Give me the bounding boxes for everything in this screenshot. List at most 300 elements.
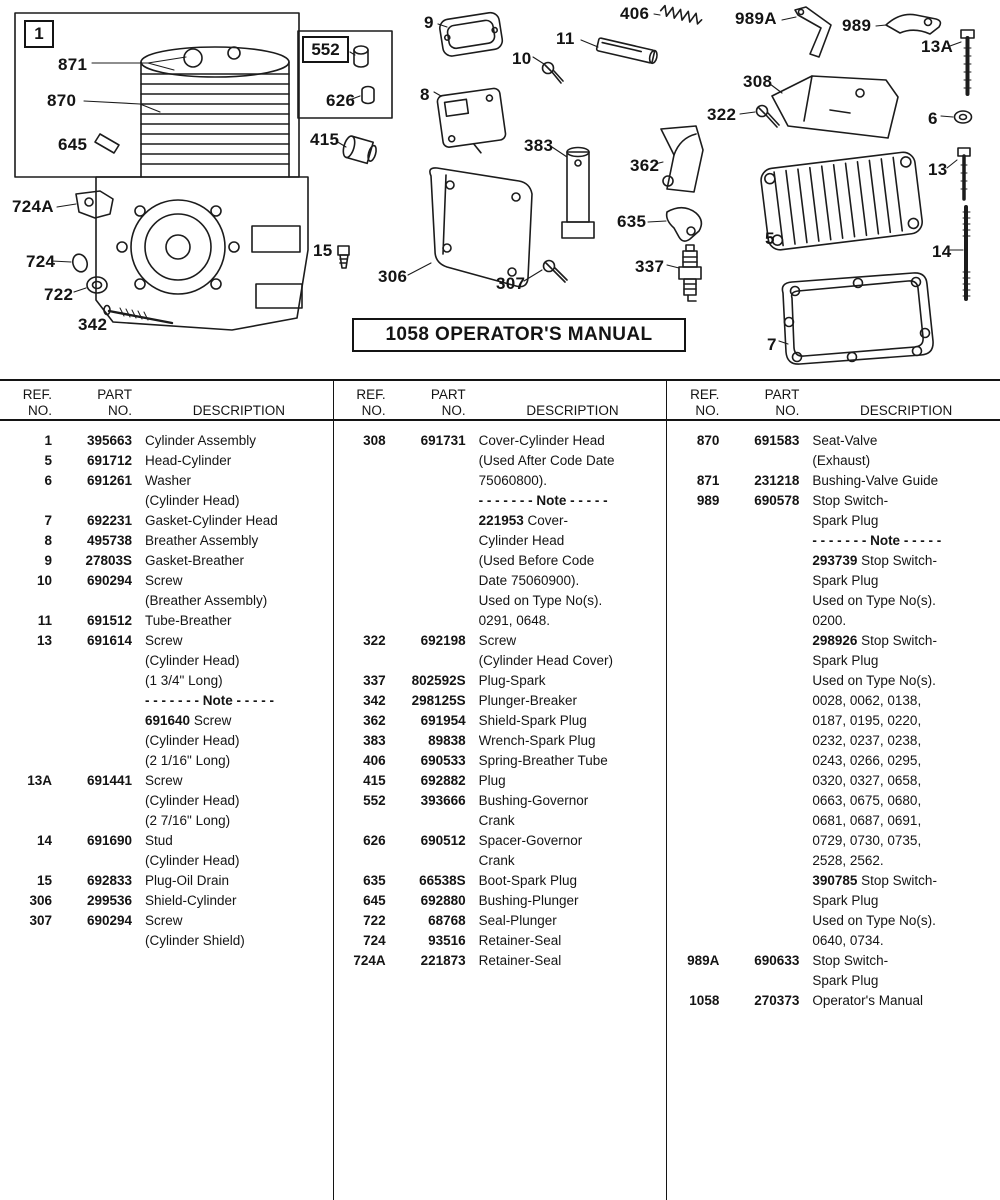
ref-no-cell: [667, 791, 719, 811]
table-row: [334, 591, 667, 611]
ref-no-cell: [0, 751, 52, 771]
callout-322: 322: [707, 105, 737, 124]
description-cell: Screw: [145, 633, 183, 648]
description-cell: 2528, 2562.: [812, 853, 884, 868]
ref-no-cell: [667, 671, 719, 691]
ref-no-cell: 415: [363, 773, 386, 788]
description-cell: 0187, 0195, 0220,: [812, 713, 922, 728]
ref-no-cell: [667, 611, 719, 631]
description-cell: Used on Type No(s).: [478, 593, 603, 608]
table-row: [334, 711, 667, 731]
description-cell: (1 3/4" Long): [145, 673, 223, 688]
parts-column-2: [333, 381, 667, 1200]
description-cell: Cylinder Assembly: [145, 433, 257, 448]
ref-no-cell: 7: [44, 513, 52, 528]
parts-column-3: [666, 381, 1000, 1200]
ref-no-cell: [334, 811, 386, 831]
ref-no-cell: [0, 691, 52, 711]
description-cell: Operator's Manual: [812, 993, 923, 1008]
description-cell: - - - - - - - Note - - - - -: [812, 533, 942, 548]
description-cell: 0291, 0648.: [478, 613, 550, 628]
ref-no-cell: 13: [36, 633, 52, 648]
description-cell: Crank: [478, 813, 515, 828]
table-row: [667, 551, 1000, 571]
description-cell: (Cylinder Head): [145, 853, 240, 868]
table-row: [667, 831, 1000, 851]
callout-6: 6: [928, 109, 938, 128]
table-row: [0, 531, 333, 551]
description-cell: 298926 Stop Switch-: [812, 633, 937, 648]
description-cell: Bushing-Plunger: [478, 893, 579, 908]
description-cell: - - - - - - - Note - - - - -: [478, 493, 608, 508]
part-no-cell: [719, 711, 799, 731]
description-cell: 691640 Screw: [145, 713, 232, 728]
header-part-no: NO.: [441, 403, 466, 418]
table-row: [334, 951, 667, 971]
description-cell: 390785 Stop Switch-: [812, 873, 937, 888]
table-row: [0, 831, 333, 851]
table-row: [667, 531, 1000, 551]
description-cell: Shield-Spark Plug: [478, 713, 587, 728]
part-no-cell: 690633: [754, 953, 800, 968]
part-no-cell: 690533: [420, 753, 466, 768]
part-no-cell: 691731: [420, 433, 466, 448]
part-no-cell: 66538S: [419, 873, 466, 888]
ref-no-cell: 10: [36, 573, 52, 588]
ref-no-cell: 322: [363, 633, 386, 648]
part-no-cell: [386, 471, 466, 491]
part-no-cell: [719, 731, 799, 751]
ref-no-cell: 15: [36, 873, 52, 888]
callout-626: 626: [326, 91, 356, 110]
description-cell: (Cylinder Shield): [145, 933, 245, 948]
callout-5: 5: [765, 229, 775, 248]
table-row: [334, 931, 667, 951]
callout-7: 7: [767, 335, 777, 354]
header-part-no: NO.: [107, 403, 132, 418]
table-row: [334, 451, 667, 471]
description-cell: Spark Plug: [812, 573, 879, 588]
cylinder-assembly-drawing: [96, 47, 308, 330]
table-row: [0, 851, 333, 871]
ref-no-cell: [667, 771, 719, 791]
ref-no-cell: 342: [363, 693, 386, 708]
callout-724A: 724A: [12, 197, 54, 216]
description-cell: 0320, 0327, 0658,: [812, 773, 922, 788]
part-no-cell: [386, 491, 466, 511]
part-no-cell: [719, 611, 799, 631]
stud-drawing: [963, 207, 970, 299]
table-row: [0, 891, 333, 911]
description-cell: 0729, 0730, 0735,: [812, 833, 922, 848]
table-row: [667, 491, 1000, 511]
description-cell: Spark Plug: [812, 653, 879, 668]
part-no-cell: 89838: [428, 733, 466, 748]
parts-column-1: [0, 381, 333, 1200]
callout-989A: 989A: [735, 9, 777, 28]
ref-no-cell: [0, 711, 52, 731]
part-no-cell: 691690: [86, 833, 132, 848]
ref-no-cell: [334, 511, 386, 531]
ref-no-cell: 870: [696, 433, 720, 448]
description-cell: Spring-Breather Tube: [478, 753, 608, 768]
ref-no-cell: 989: [696, 493, 720, 508]
description-cell: Seat-Valve: [812, 433, 878, 448]
ref-no-cell: [667, 571, 719, 591]
table-row: [0, 791, 333, 811]
table-row: [0, 931, 333, 951]
callout-342: 342: [78, 315, 108, 334]
description-cell: Breather Assembly: [145, 533, 259, 548]
ref-no-cell: [667, 831, 719, 851]
description-cell: Stud: [145, 833, 173, 848]
part-no-cell: [719, 771, 799, 791]
description-cell: Retainer-Seal: [478, 933, 562, 948]
table-row: [334, 631, 667, 651]
part-no-cell: [719, 911, 799, 931]
table-row: [334, 471, 667, 491]
table-row: [334, 791, 667, 811]
ref-no-cell: 724A: [353, 953, 386, 968]
description-cell: 0028, 0062, 0138,: [812, 693, 922, 708]
shield-cylinder-drawing: [430, 168, 532, 287]
description-cell: (2 7/16" Long): [145, 813, 231, 828]
ref-no-cell: [667, 911, 719, 931]
description-cell: (Exhaust): [812, 453, 871, 468]
part-no-cell: [386, 851, 466, 871]
table-row: [0, 631, 333, 651]
column-header: [0, 381, 333, 421]
part-no-cell: [719, 931, 799, 951]
table-row: [334, 891, 667, 911]
operators-manual-box: [352, 318, 686, 352]
ref-no-cell: [334, 531, 386, 551]
description-cell: 0640, 0734.: [812, 933, 884, 948]
callout-14: 14: [932, 242, 952, 261]
part-no-cell: [52, 811, 132, 831]
ref-no-cell: [667, 511, 719, 531]
part-no-cell: [719, 751, 799, 771]
part-no-cell: [386, 511, 466, 531]
column-header: [667, 381, 1000, 421]
ref-no-cell: [667, 731, 719, 751]
ref-no-cell: 11: [37, 613, 52, 628]
boot-spark-plug-drawing: [667, 208, 702, 241]
description-cell: Washer: [145, 473, 192, 488]
callout-415: 415: [310, 130, 340, 149]
header-part-no: NO.: [775, 403, 800, 418]
description-cell: Spark Plug: [812, 893, 879, 908]
table-row: [334, 871, 667, 891]
part-no-cell: 270373: [754, 993, 800, 1008]
retainer-seal-724-drawing: [71, 252, 90, 273]
part-no-cell: 68768: [428, 913, 466, 928]
header-description: DESCRIPTION: [860, 403, 953, 418]
ref-no-cell: 6: [44, 473, 52, 488]
table-row: [0, 711, 333, 731]
callout-11: 11: [556, 29, 575, 48]
header-ref-no: NO.: [361, 403, 386, 418]
ref-no-cell: [334, 651, 386, 671]
table-row: [667, 431, 1000, 451]
plug-415-drawing: [341, 135, 378, 165]
header-part: PART: [430, 387, 466, 402]
table-row: [0, 511, 333, 531]
ref-no-cell: 308: [363, 433, 386, 448]
part-no-cell: [719, 871, 799, 891]
part-no-cell: [52, 651, 132, 671]
description-cell: - - - - - - - Note - - - - -: [145, 693, 274, 708]
part-no-cell: 691954: [420, 713, 466, 728]
ref-no-cell: [667, 451, 719, 471]
part-no-cell: 221873: [420, 953, 466, 968]
description-cell: Bushing-Governor: [478, 793, 589, 808]
part-no-cell: [52, 671, 132, 691]
description-cell: Used on Type No(s).: [812, 913, 936, 928]
table-row: [0, 771, 333, 791]
description-cell: Head-Cylinder: [145, 453, 232, 468]
part-no-cell: 802592S: [411, 673, 466, 688]
description-cell: Screw: [145, 773, 183, 788]
ref-no-cell: 722: [363, 913, 386, 928]
ref-no-cell: [667, 551, 719, 571]
callout-870: 870: [47, 91, 77, 110]
table-row: [334, 691, 667, 711]
table-row: [667, 971, 1000, 991]
ref-no-cell: [334, 611, 386, 631]
ref-no-cell: [334, 571, 386, 591]
gasket-cylinder-head-drawing: [782, 273, 933, 364]
header-part: PART: [764, 387, 800, 402]
column-rows: [667, 421, 1000, 1011]
ref-no-cell: 1: [44, 433, 52, 448]
table-row: [0, 911, 333, 931]
description-cell: Stop Switch-: [812, 953, 889, 968]
ref-no-cell: 871: [696, 473, 720, 488]
table-row: [334, 771, 667, 791]
table-row: [667, 751, 1000, 771]
table-row: [667, 891, 1000, 911]
part-no-cell: 691583: [754, 433, 800, 448]
description-cell: (Cylinder Head): [145, 793, 240, 808]
callout-9: 9: [424, 13, 434, 32]
part-no-cell: 690512: [420, 833, 466, 848]
part-no-cell: 691441: [86, 773, 132, 788]
header-ref: REF.: [690, 387, 720, 402]
description-cell: Wrench-Spark Plug: [478, 733, 596, 748]
part-no-cell: 298125S: [411, 693, 466, 708]
washer-drawing: [955, 111, 972, 123]
part-no-cell: [719, 511, 799, 531]
gasket-breather-drawing: [439, 11, 504, 57]
header-description: DESCRIPTION: [192, 403, 285, 418]
ref-no-cell: [0, 491, 52, 511]
description-cell: Cover-Cylinder Head: [478, 433, 605, 448]
description-cell: 0243, 0266, 0295,: [812, 753, 922, 768]
table-row: [0, 811, 333, 831]
spark-plug-drawing: [679, 245, 701, 301]
callout-306: 306: [378, 267, 408, 286]
part-no-cell: [719, 631, 799, 651]
description-cell: Screw: [145, 573, 183, 588]
table-row: [334, 531, 667, 551]
table-row: [667, 771, 1000, 791]
table-row: [667, 711, 1000, 731]
part-no-cell: [52, 591, 132, 611]
callout-337: 337: [635, 257, 665, 276]
table-row: [334, 491, 667, 511]
part-no-cell: 690578: [754, 493, 800, 508]
screw-13-drawing: [958, 148, 970, 199]
ref-no-cell: 8: [44, 533, 52, 548]
description-cell: Stop Switch-: [812, 493, 889, 508]
table-row: [667, 851, 1000, 871]
part-no-cell: [386, 651, 466, 671]
table-row: [0, 571, 333, 591]
breather-assembly-drawing: [437, 88, 508, 158]
ref-no-cell: 337: [363, 673, 386, 688]
table-row: [0, 731, 333, 751]
description-cell: 0232, 0237, 0238,: [812, 733, 922, 748]
callout-13: 13: [928, 160, 948, 179]
part-no-cell: 395663: [86, 433, 132, 448]
description-cell: Screw: [145, 913, 183, 928]
ref-no-cell: [0, 811, 52, 831]
table-row: [667, 691, 1000, 711]
plunger-breaker-drawing: [104, 306, 172, 324]
table-row: [667, 591, 1000, 611]
callout-406: 406: [620, 4, 650, 23]
ref-no-cell: [667, 711, 719, 731]
description-cell: Seal-Plunger: [478, 913, 557, 928]
part-no-cell: 691512: [86, 613, 132, 628]
callout-8: 8: [420, 85, 430, 104]
wrench-spark-plug-drawing: [562, 148, 594, 239]
description-cell: (Cylinder Head): [145, 733, 240, 748]
ref-no-cell: 9: [44, 553, 52, 568]
ref-no-cell: [0, 931, 52, 951]
ref-no-cell: [0, 791, 52, 811]
description-cell: 0200.: [812, 613, 847, 628]
part-no-cell: [52, 931, 132, 951]
seal-plunger-drawing: [87, 277, 107, 293]
screw-307-drawing: [544, 261, 568, 283]
part-no-cell: [719, 651, 799, 671]
table-row: [0, 751, 333, 771]
operators-manual-label: 1058 OPERATOR'S MANUAL: [385, 324, 653, 345]
part-no-cell: 692833: [86, 873, 132, 888]
description-cell: Tube-Breather: [145, 613, 232, 628]
description-cell: Gasket-Cylinder Head: [145, 513, 278, 528]
retainer-seal-724a-drawing: [76, 191, 113, 218]
bushing-governor-crank-drawing: [354, 46, 368, 67]
table-row: [334, 511, 667, 531]
callout-645: 645: [58, 135, 88, 154]
table-row: [334, 751, 667, 771]
table-row: [0, 491, 333, 511]
description-cell: (Cylinder Head): [145, 493, 240, 508]
part-no-cell: [386, 811, 466, 831]
description-cell: Retainer-Seal: [478, 953, 562, 968]
table-row: [667, 811, 1000, 831]
stop-switch-989a-drawing: [795, 7, 831, 57]
table-row: [334, 831, 667, 851]
callout-10: 10: [512, 49, 532, 68]
table-row: [667, 511, 1000, 531]
table-row: [667, 931, 1000, 951]
column-rows: [334, 421, 667, 971]
header-ref: REF.: [22, 387, 52, 402]
column-rows: [0, 421, 333, 951]
callout-871: 871: [58, 55, 88, 74]
part-no-cell: 393666: [420, 793, 466, 808]
description-cell: Crank: [478, 853, 515, 868]
description-cell: Plug-Oil Drain: [145, 873, 230, 888]
table-row: [334, 431, 667, 451]
ref-no-cell: [667, 691, 719, 711]
ref-no-cell: [667, 851, 719, 871]
part-no-cell: 690294: [86, 913, 132, 928]
ref-no-cell: [667, 591, 719, 611]
ref-no-cell: [0, 591, 52, 611]
part-no-cell: 691614: [86, 633, 132, 648]
part-no-cell: [386, 571, 466, 591]
table-row: [667, 451, 1000, 471]
table-row: [667, 731, 1000, 751]
table-row: [0, 451, 333, 471]
ref-no-cell: [334, 491, 386, 511]
stop-switch-989-drawing: [886, 14, 940, 34]
description-cell: 75060800).: [478, 473, 547, 488]
header-description: DESCRIPTION: [526, 403, 619, 418]
description-cell: Screw: [478, 633, 517, 648]
ref-no-cell: [334, 471, 386, 491]
description-cell: Used on Type No(s).: [812, 673, 936, 688]
ref-no-cell: [334, 551, 386, 571]
table-row: [0, 551, 333, 571]
callout-362: 362: [630, 156, 660, 175]
part-no-cell: [52, 691, 132, 711]
table-row: [667, 951, 1000, 971]
header-ref-no: NO.: [695, 403, 720, 418]
ref-no-cell: [0, 651, 52, 671]
table-row: [0, 611, 333, 631]
part-no-cell: 691712: [86, 453, 132, 468]
part-no-cell: 299536: [86, 893, 132, 908]
table-row: [0, 431, 333, 451]
part-no-cell: [719, 831, 799, 851]
part-no-cell: [719, 591, 799, 611]
callout-308: 308: [743, 72, 773, 91]
table-row: [667, 671, 1000, 691]
description-cell: 0663, 0675, 0680,: [812, 793, 922, 808]
description-cell: Spark Plug: [812, 513, 879, 528]
table-row: [334, 671, 667, 691]
table-row: [667, 631, 1000, 651]
callout-307: 307: [496, 274, 526, 293]
header-ref: REF.: [356, 387, 386, 402]
screw-13a-drawing: [961, 30, 974, 94]
callout-13A: 13A: [921, 37, 954, 56]
part-no-cell: [52, 751, 132, 771]
part-no-cell: 690294: [86, 573, 132, 588]
part-no-cell: [719, 791, 799, 811]
table-row: [334, 611, 667, 631]
part-no-cell: 692231: [86, 513, 132, 528]
plug-oil-drain-drawing: [338, 246, 349, 268]
table-row: [667, 791, 1000, 811]
part-no-cell: [52, 491, 132, 511]
